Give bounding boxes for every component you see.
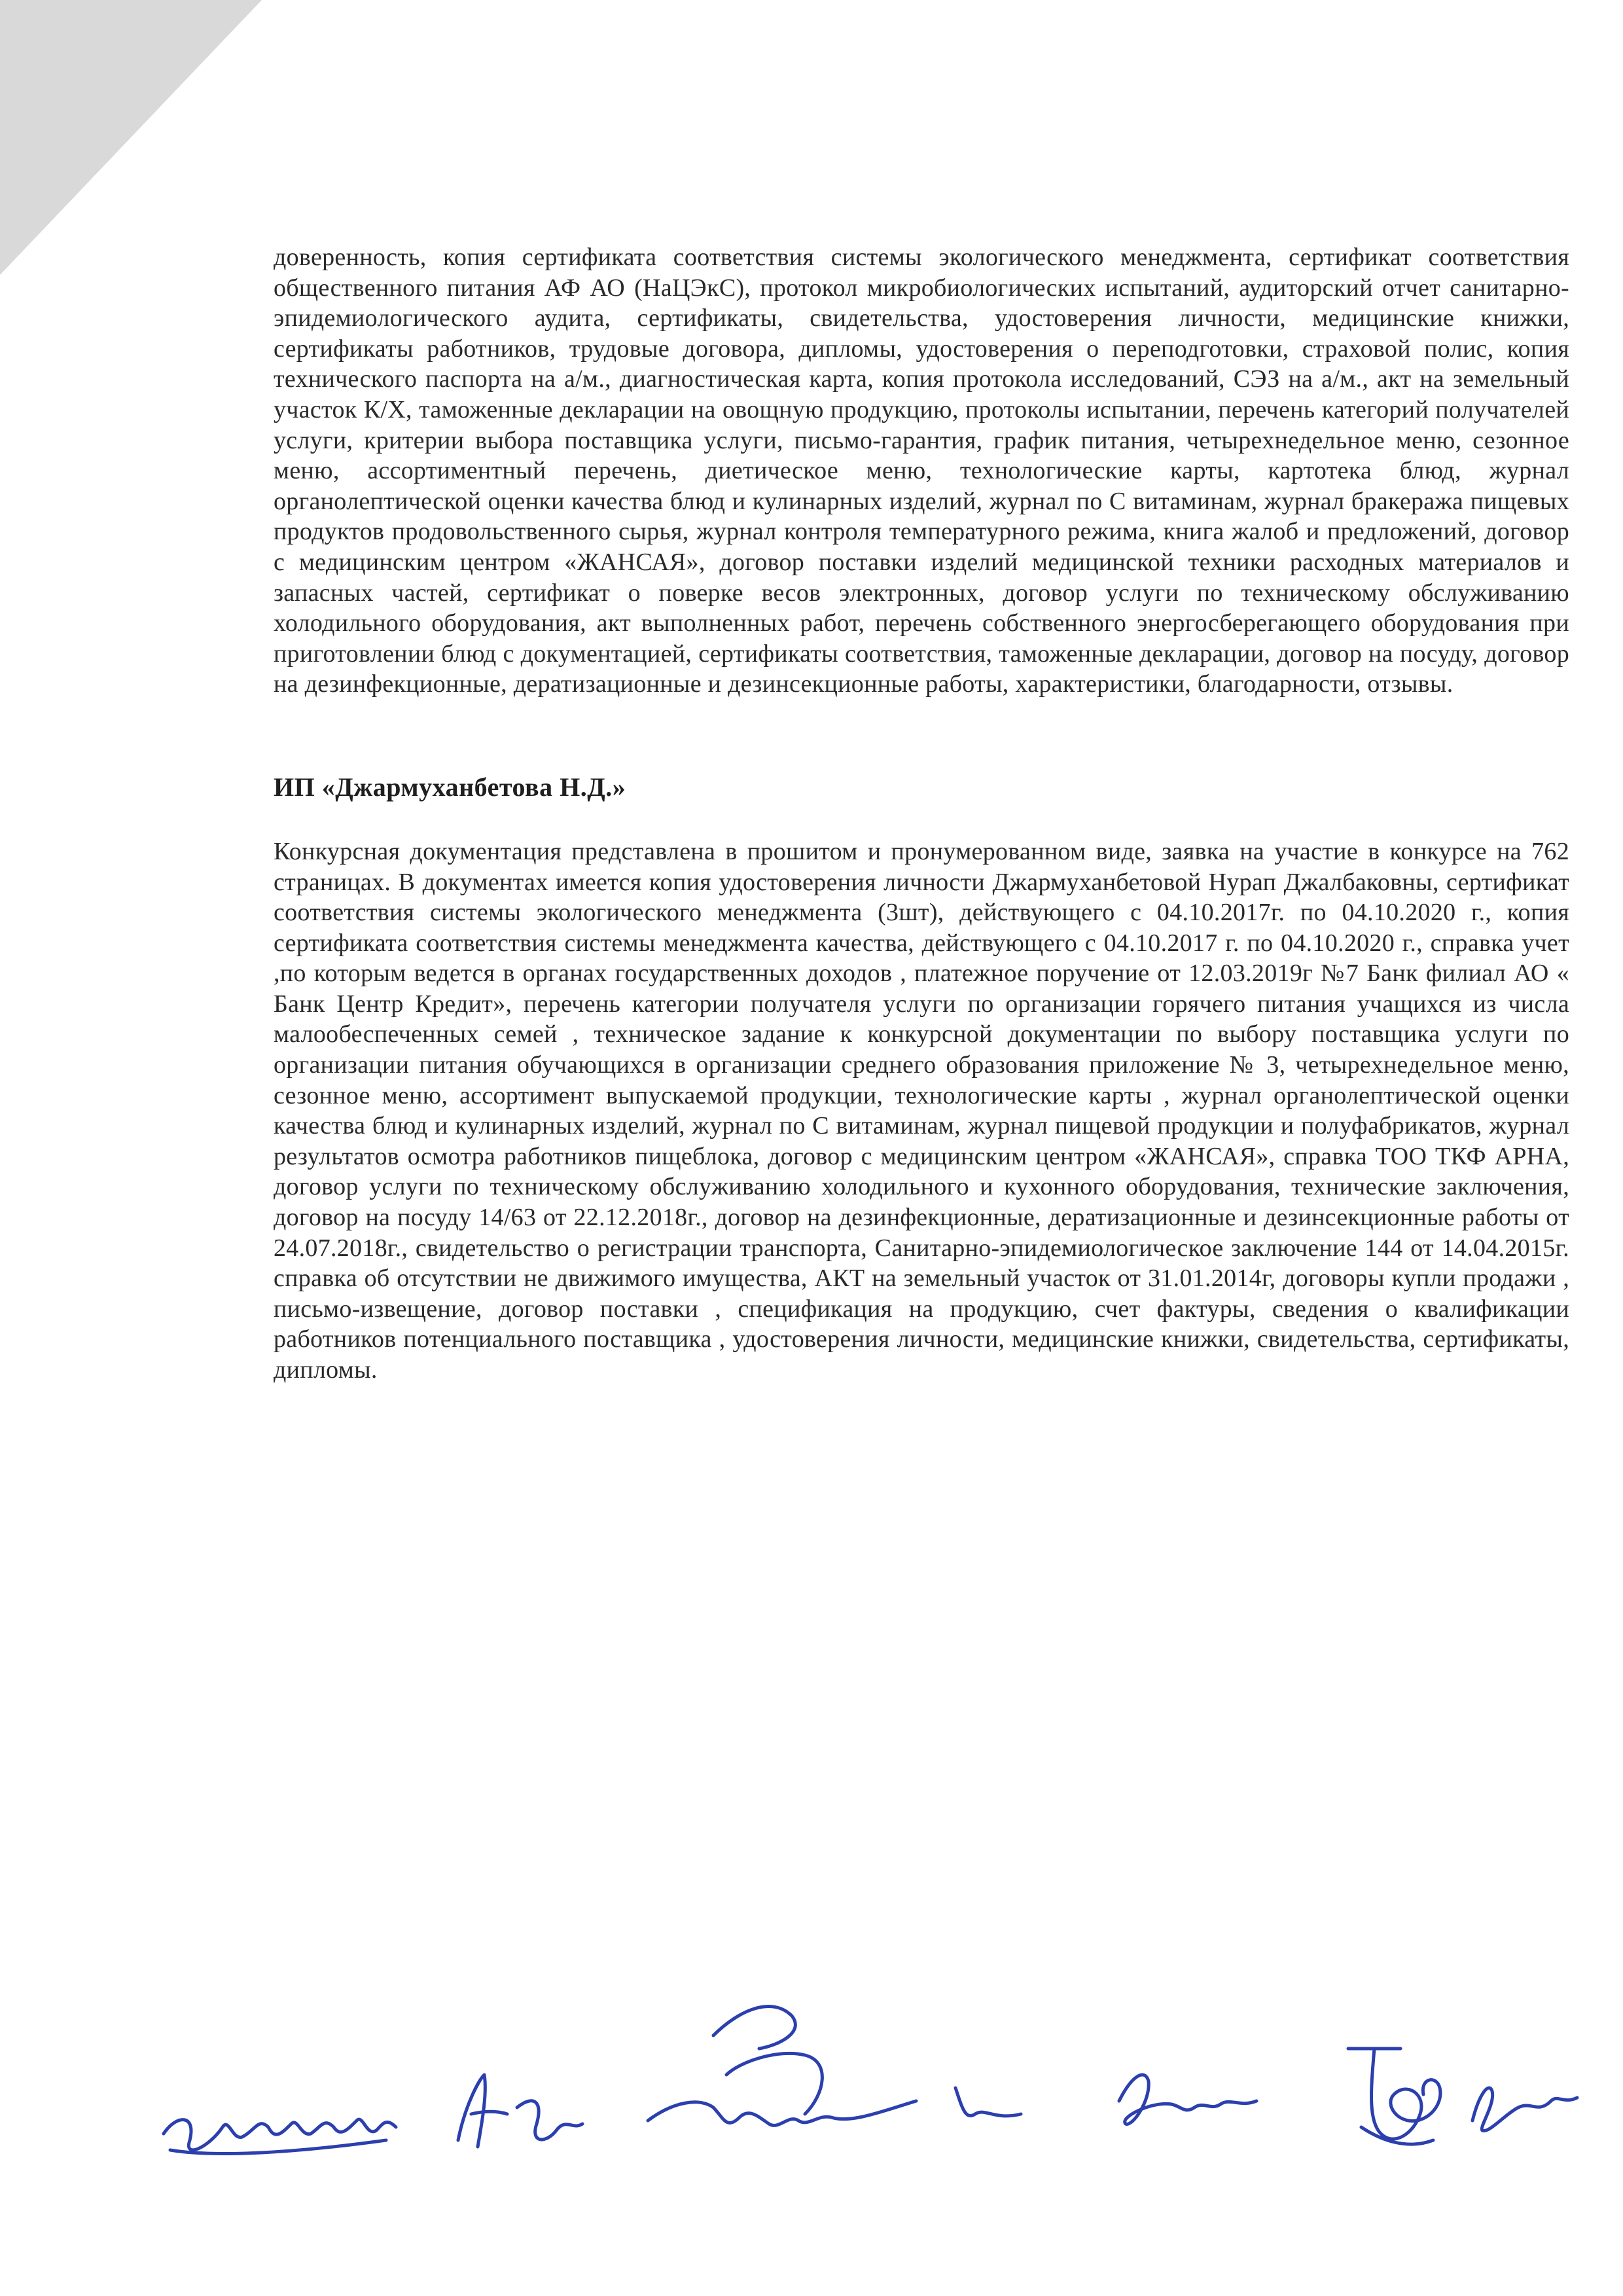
signatures-svg bbox=[151, 1983, 1590, 2179]
section-heading: ИП «Джармуханбетова Н.Д.» bbox=[274, 772, 626, 802]
signature-2 bbox=[458, 2075, 582, 2147]
signatures-row bbox=[151, 1983, 1590, 2179]
signature-3 bbox=[648, 2007, 1021, 2126]
signature-1 bbox=[164, 2119, 396, 2153]
document-body bbox=[274, 242, 1569, 1386]
paragraph-tender-docs: Конкурсная документация представлена в прошитом и пронумерованном виде, заявка на участие в конкурсе на 762 страницах. В документах имеется копия удостоверения личности Джармуханбетовой Нурап Джалбаковны, сертификат соответствия системы экологического менеджмента (3шт), действующего с 04.10.2017г. по 04.10.2020 г., копия сертификата соответствия системы менеджмента качества, действующего с 04.10.2017 г. по 04.10.2020 г., справка учет ,по которым ведется в органах государственных доходов , платежное поручение от 12.03.2019г №7 Банк филиал АО « Банк Центр Кредит», перечень категории получателя услуги по организации горячего питания учащихся из числа малообеспеченных семей , техническое задание к конкурсной документации по выбору поставщика услуги по организации питания обучающихся в организации среднего образования приложение № 3, четырехнедельное меню, сезонное меню, ассортимент выпускаемой продукции, технологические карты , журнал органолептической оценки качества блюд и кулинарных изделий, журнал по С витаминам, журнал пищевой продукции и полуфабрикатов, журнал результатов осмотра работников пищеблока, договор с медицинским центром «ЖАНСАЯ», справка ТОО ТКФ АРНА, договор услуги по техническому обслуживанию холодильного и кухонного оборудования, технические заключения, договор на посуду 14/63 от 22.12.2018г., договор на дезинфекционные, дератизационные и дезинсекционные работы от 24.07.2018г., свидетельство о регистрации транспорта, Санитарно-эпидемиологическое заключение 144 от 14.04.2015г. справка об отсутствии не движимого имущества, АКТ на земельный участок от 31.01.2014г, договоры купли продажи , письмо-извещение, договор поставки , спецификация на продукцию, счет фактуры, сведения о квалификации работников потенциального поставщика , удостоверения личности, медицинские книжки, свидетельства, сертификаты, дипломы. bbox=[274, 837, 1569, 1384]
signature-5 bbox=[1348, 2049, 1440, 2144]
page-corner-fold bbox=[0, 0, 262, 275]
paragraph-document-list: доверенность, копия сертификата соответствия системы экологического менеджмента, сертификат соответствия общественного питания АФ АО (НаЦЭкС), протокол микробиологических испытаний, аудиторский отчет санитарно-эпидемиологического аудита, сертификаты, свидетельства, удостоверения личности, медицинские книжки, сертификаты работников, трудовые договора, дипломы, удостоверения о переподготовки, страховой полис, копия технического паспорта на а/м., диагностическая карта, копия протокола исследований, СЭЗ на а/м., акт на земельный участок К/Х, таможенные декларации на овощную продукцию, протоколы испытании, перечень категорий получателей услуги, критерии выбора поставщика услуги, письмо-гарантия, график питания, четырехнедельное меню, сезонное меню, ассортиментный перечень, диетическое меню, технологические карты, картотека блюд, журнал органолептической оценки качества блюд и кулинарных изделий, журнал по С витаминам, журнал бракеража пищевых продуктов продовольственного сырья, журнал контроля температурного режима, книга жалоб и предложений, договор с медицинским центром «ЖАНСАЯ», договор поставки изделий медицинской техники расходных материалов и запасных частей, сертификат о поверке весов электронных, договор услуги по техническому обслуживанию холодильного оборудования, акт выполненных работ, перечень собственного энергосберегающего оборудования при приготовлении блюд с документацией, сертификаты соответствия, таможенные декларации, договор на посуду, договор на дезинфекционные, дератизационные и дезинсекционные работы, характеристики, благодарности, отзывы. bbox=[274, 243, 1569, 698]
signature-4 bbox=[1119, 2075, 1257, 2124]
signature-6 bbox=[1472, 2088, 1577, 2131]
